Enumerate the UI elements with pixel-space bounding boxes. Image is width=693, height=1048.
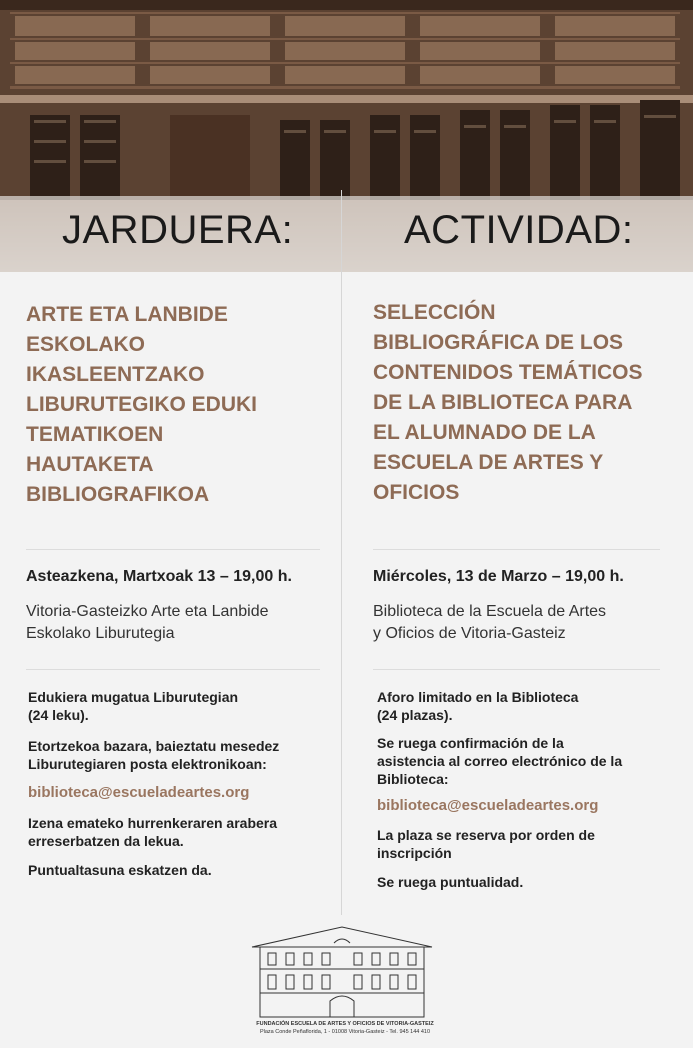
title-line: OFICIOS (373, 481, 460, 504)
title-line: TEMATIKOEN (26, 423, 164, 446)
right-capacity (377, 688, 578, 724)
title-line: HAUTAKETA (26, 453, 154, 476)
title-line: ESKOLAKO (26, 333, 146, 356)
title-line: ESCUELA DE ARTES Y (373, 451, 604, 474)
info-line: asistencia al correo electrónico de la (377, 753, 623, 769)
right-reserve (377, 826, 595, 862)
place-line: Eskolako Liburutegia (26, 625, 175, 642)
right-confirm (377, 734, 622, 788)
left-title-block (26, 300, 257, 510)
place-line: y Oficios de Vitoria-Gasteiz (373, 625, 566, 642)
title-line: CONTENIDOS TEMÁTICOS (373, 361, 643, 384)
left-date: Asteazkena, Martxoak 13 – 19,00 h. (26, 568, 292, 585)
left-email-link[interactable]: biblioteca@escueladeartes.org (28, 784, 250, 801)
left-separator-2 (26, 669, 320, 670)
left-activity-heading: JARDUERA: (62, 208, 294, 252)
title-line: SELECCIÓN (373, 301, 496, 324)
right-separator-2 (373, 669, 660, 670)
place-line: Vitoria-Gasteizko Arte eta Lanbide (26, 603, 269, 620)
right-punctuality: Se ruega puntualidad. (377, 874, 524, 890)
title-line: LIBURUTEGIKO EDUKI (26, 393, 257, 416)
title-line: BIBLIOGRÁFICA DE LOS (373, 331, 624, 354)
right-activity-heading: ACTIVIDAD: (404, 208, 634, 252)
info-line: Se ruega confirmación de la (377, 735, 564, 751)
title-line: IKASLEENTZAKO (26, 363, 205, 386)
info-line: (24 plazas). (377, 707, 453, 723)
info-line: inscripción (377, 845, 452, 861)
title-line: ARTE ETA LANBIDE (26, 303, 228, 326)
info-line: Edukiera mugatua Liburutegian (28, 689, 239, 705)
left-place (26, 601, 269, 645)
right-title-block (373, 298, 643, 508)
info-line: (24 leku). (28, 707, 89, 723)
info-line: erreserbatzen da lekua. (28, 833, 184, 849)
right-email-link[interactable]: biblioteca@escueladeartes.org (377, 797, 599, 814)
title-line: DE LA BIBLIOTECA PARA (373, 391, 633, 414)
right-date: Miércoles, 13 de Marzo – 19,00 h. (373, 568, 624, 585)
title-line: BIBLIOGRAFIKOA (26, 483, 210, 506)
info-line: La plaza se reserva por orden de (377, 827, 595, 843)
left-reserve (28, 814, 277, 850)
left-capacity (28, 688, 238, 724)
info-line: Aforo limitado en la Biblioteca (377, 689, 579, 705)
right-separator-1 (373, 549, 660, 550)
left-confirm (28, 737, 279, 773)
right-place (373, 601, 606, 645)
footer-address: Plaza Conde Peñaflorida, 1 - 01008 Vitoria-Gasteiz - Tel. 945 144 410 (259, 1029, 431, 1035)
column-divider (341, 190, 342, 915)
info-line: Izena emateko hurrenkeraren arabera (28, 815, 278, 831)
bookshelves-illustration (0, 0, 693, 200)
info-line: Etortzekoa bazara, baieztatu mesedez (28, 738, 280, 754)
left-punctuality: Puntualtasuna eskatzen da. (28, 862, 212, 878)
info-line: Liburutegiaren posta elektronikoan: (28, 756, 267, 772)
place-line: Biblioteca de la Escuela de Artes (373, 603, 607, 620)
info-line: Biblioteca: (377, 771, 449, 787)
footer-org-name: FUNDACIÓN ESCUELA DE ARTES Y OFICIOS DE VITORIA-GASTEIZ (256, 1021, 434, 1027)
left-separator-1 (26, 549, 320, 550)
title-line: EL ALUMNADO DE LA (373, 421, 596, 444)
